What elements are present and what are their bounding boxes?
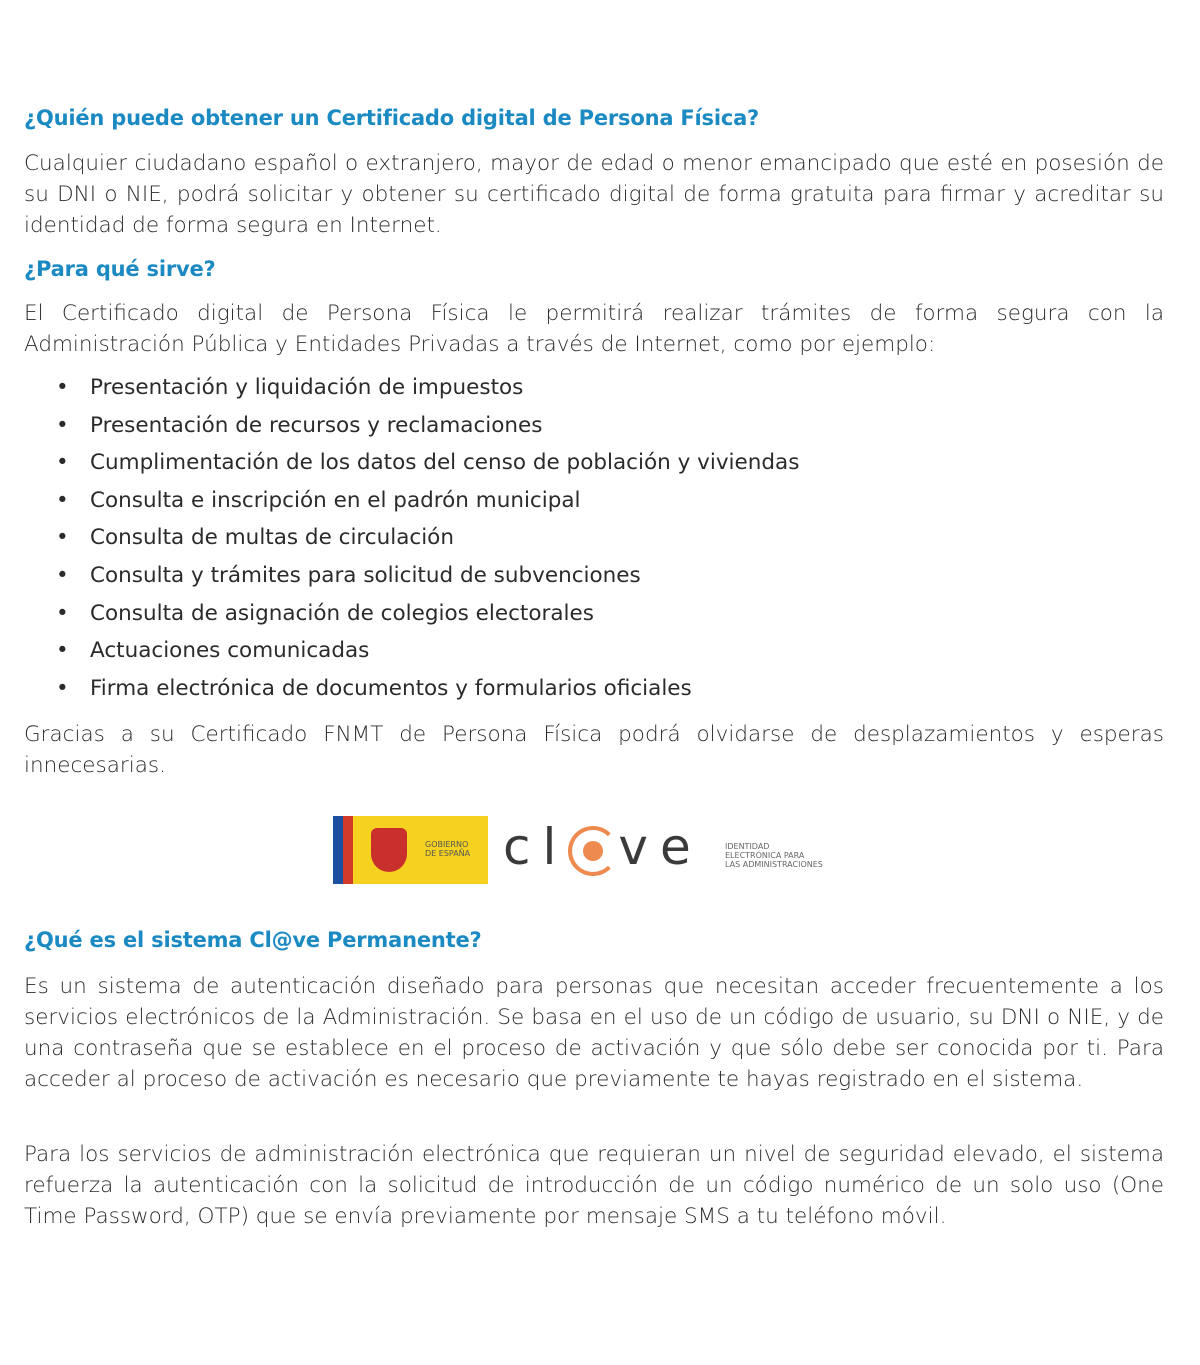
heading-quien: ¿Quién puede obtener un Certificado digital de Persona Física?	[24, 106, 760, 130]
list-item: • Consulta de asignación de colegios electorales	[56, 598, 799, 636]
list-item: • Consulta e inscripción en el padrón municipal	[56, 485, 799, 523]
heading-clave: ¿Qué es el sistema Cl@ve Permanente?	[24, 928, 482, 952]
list-item: • Presentación de recursos y reclamaciones	[56, 410, 799, 448]
bullet-icon: •	[56, 525, 69, 551]
at-sign-icon	[568, 826, 618, 876]
list-item: • Presentación y liquidación de impuestos	[56, 372, 799, 410]
paragraph-para-closing: Gracias a su Certificado FNMT de Persona Física podrá olvidarse de desplazamientos y esperas innecesarias.	[24, 722, 1164, 778]
paragraph-clave-2: Para los servicios de administración electrónica que requieran un nivel de seguridad elevado, el sistema refuerza la autenticación con la solicitud de introducción de un código numérico de un solo uso (One Time Password, OTP) que se envía previamente por mensaje SMS a tu teléfono móvil.	[24, 1142, 1164, 1229]
clave-logo: cl ve	[503, 818, 703, 876]
bullet-icon: •	[56, 562, 69, 588]
paragraph-clave-1: Es un sistema de autenticación diseñado para personas que necesitan acceder frecuentemente a los servicios electrónicos de la Administración. Se basa en el uso de un código de usuario, su DNI o NIE, y de una contraseña que se establece en el proceso de activación y que sólo debe ser conocida por ti. Para acceder al proceso de activación es necesario que previamente te hayas registrado en el sistema.	[24, 974, 1164, 1092]
bullet-icon: •	[56, 375, 69, 400]
list-item: • Consulta de multas de circulación	[56, 522, 799, 560]
bullet-icon: •	[56, 638, 69, 664]
list-item: • Consulta y trámites para solicitud de subvenciones	[56, 560, 799, 598]
logos-banner	[333, 816, 853, 886]
list-item: • Actuaciones comunicadas	[56, 635, 799, 673]
heading-para: ¿Para qué sirve?	[24, 257, 216, 281]
gobierno-espana-logo	[333, 816, 488, 884]
coat-of-arms-icon	[371, 828, 407, 872]
eu-flag-stripe	[333, 816, 343, 884]
red-stripe	[343, 816, 353, 884]
clave-subtitle: IDENTIDAD ELECTRÓNICA PARA LAS ADMINISTRACIONES	[725, 842, 823, 869]
bullet-icon: •	[56, 675, 69, 701]
list-item: • Cumplimentación de los datos del censo de población y viviendas	[56, 447, 799, 485]
bullet-icon: •	[56, 487, 69, 513]
bullet-icon: •	[56, 600, 69, 626]
gobierno-text: GOBIERNO DE ESPAÑA	[425, 840, 471, 858]
bullet-icon: •	[56, 450, 69, 476]
paragraph-quien: Cualquier ciudadano español o extranjero, mayor de edad o menor emancipado que esté en posesión de su DNI o NIE, podrá solicitar y obtener su certificado digital de forma gratuita para firmar y acreditar su identidad de forma segura en Internet.	[24, 151, 1164, 238]
uses-list	[56, 372, 799, 710]
bullet-icon: •	[56, 412, 69, 438]
paragraph-para-intro: El Certificado digital de Persona Física le permitirá realizar trámites de forma segura con la Administración Pública y Entidades Privadas a través de Internet, como por ejemplo:	[24, 301, 1164, 357]
list-item: • Firma electrónica de documentos y formularios oficiales	[56, 673, 799, 711]
